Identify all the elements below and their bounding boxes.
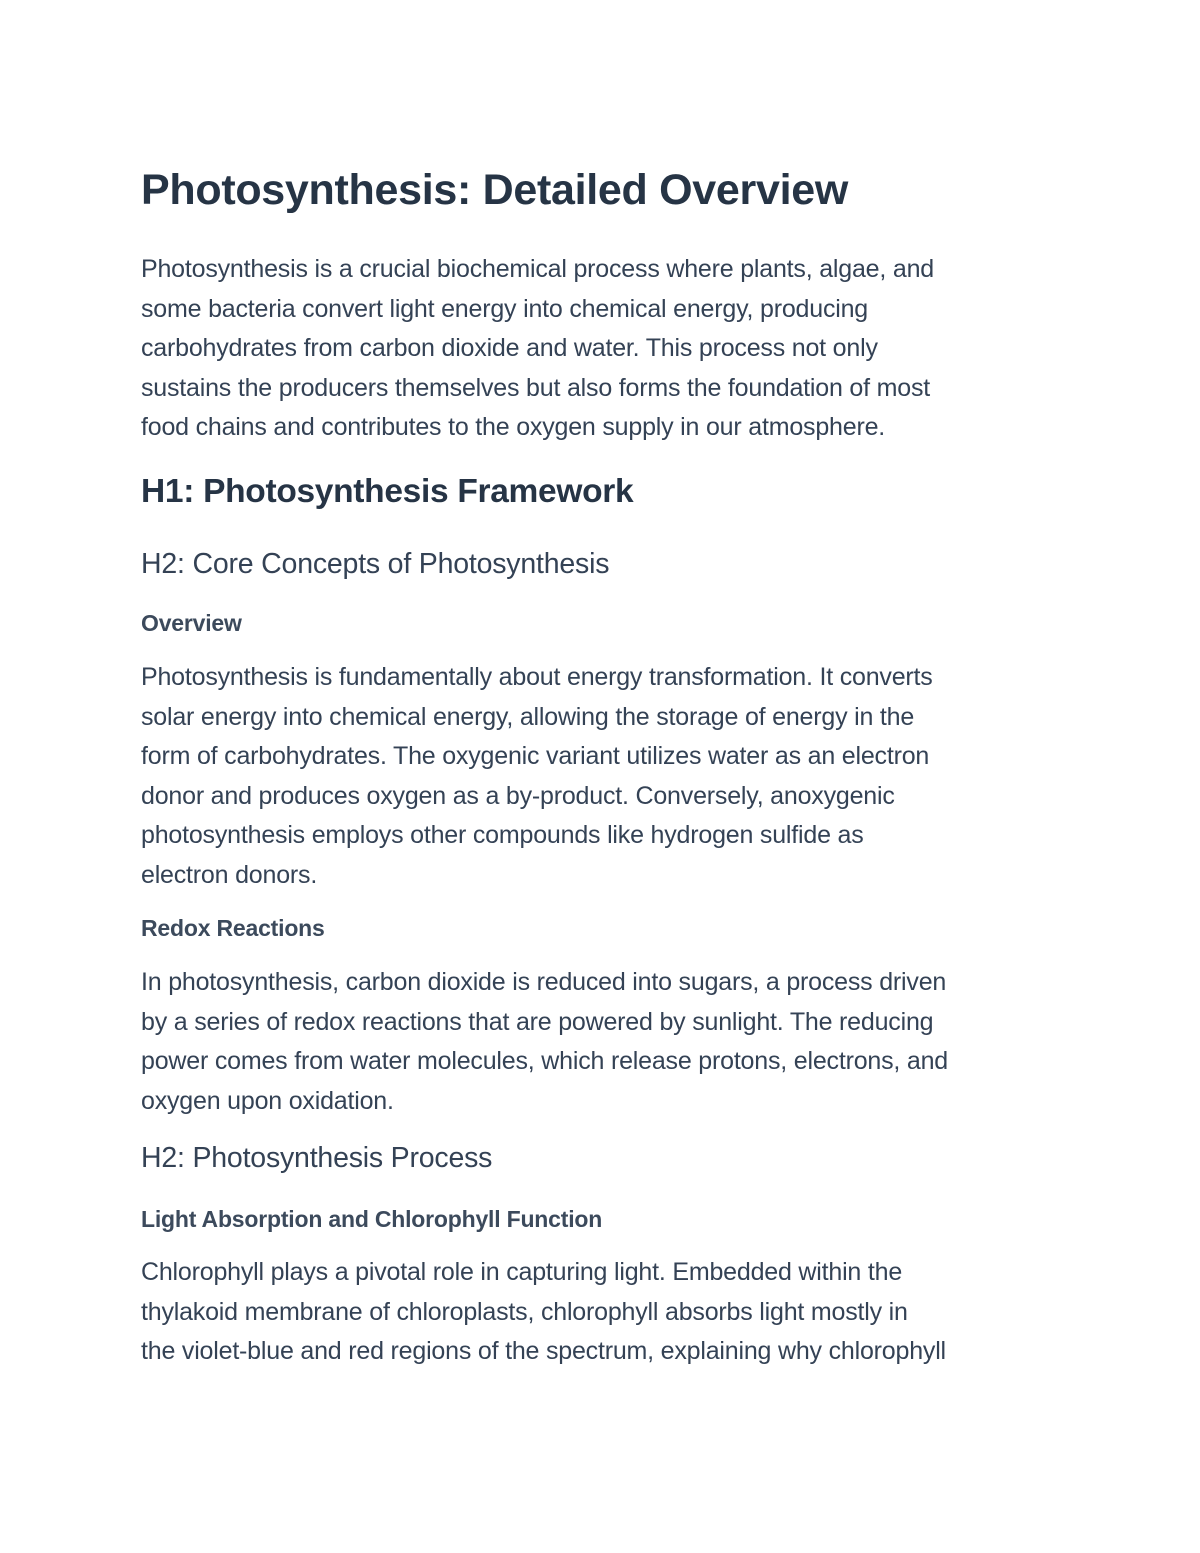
heading-overview: Overview xyxy=(141,610,242,636)
heading-redox: Redox Reactions xyxy=(141,915,325,941)
paragraph-line: donor and produces oxygen as a by-product. Conversely, anoxygenic xyxy=(141,781,895,810)
paragraph-line: by a series of redox reactions that are powered by sunlight. The reducing xyxy=(141,1007,934,1036)
paragraph-line: carbohydrates from carbon dioxide and water. This process not only xyxy=(141,334,878,363)
paragraph-line: food chains and contributes to the oxygen supply in our atmosphere. xyxy=(141,413,886,442)
paragraph-line: Photosynthesis is a crucial biochemical process where plants, algae, and xyxy=(141,255,934,283)
heading-light-absorption: Light Absorption and Chlorophyll Function xyxy=(141,1206,603,1232)
paragraph-line: Photosynthesis is fundamentally about energy transformation. It converts xyxy=(141,663,933,691)
paragraph-line: Chlorophyll plays a pivotal role in capturing light. Embedded within the xyxy=(141,1258,903,1286)
paragraph-line: sustains the producers themselves but also forms the foundation of most xyxy=(141,373,930,402)
heading-process: H2: Photosynthesis Process xyxy=(141,1142,493,1174)
paragraph-line: photosynthesis employs other compounds like hydrogen sulfide as xyxy=(141,821,864,850)
light-paragraph xyxy=(141,1253,946,1372)
document-title: Photosynthesis: Detailed Overview xyxy=(141,166,848,214)
heading-core-concepts: H2: Core Concepts of Photosynthesis xyxy=(141,548,610,580)
paragraph-line: form of carbohydrates. The oxygenic variant utilizes water as an electron xyxy=(141,742,930,771)
paragraph-line: some bacteria convert light energy into chemical energy, producing xyxy=(141,294,869,323)
overview-paragraph xyxy=(141,658,933,896)
heading-framework: H1: Photosynthesis Framework xyxy=(141,473,634,510)
intro-paragraph xyxy=(141,250,934,448)
paragraph-line: the violet-blue and red regions of the spectrum, explaining why chlorophyll xyxy=(141,1337,946,1366)
paragraph-line: electron donors. xyxy=(141,860,318,889)
paragraph-line: power comes from water molecules, which release protons, electrons, and xyxy=(141,1047,949,1076)
redox-paragraph xyxy=(141,963,948,1121)
paragraph-line: solar energy into chemical energy, allowing the storage of energy in the xyxy=(141,702,915,731)
paragraph-line: thylakoid membrane of chloroplasts, chlorophyll absorbs light mostly in xyxy=(141,1297,908,1326)
paragraph-line: In photosynthesis, carbon dioxide is reduced into sugars, a process driven xyxy=(141,968,947,996)
paragraph-line: oxygen upon oxidation. xyxy=(141,1086,394,1115)
